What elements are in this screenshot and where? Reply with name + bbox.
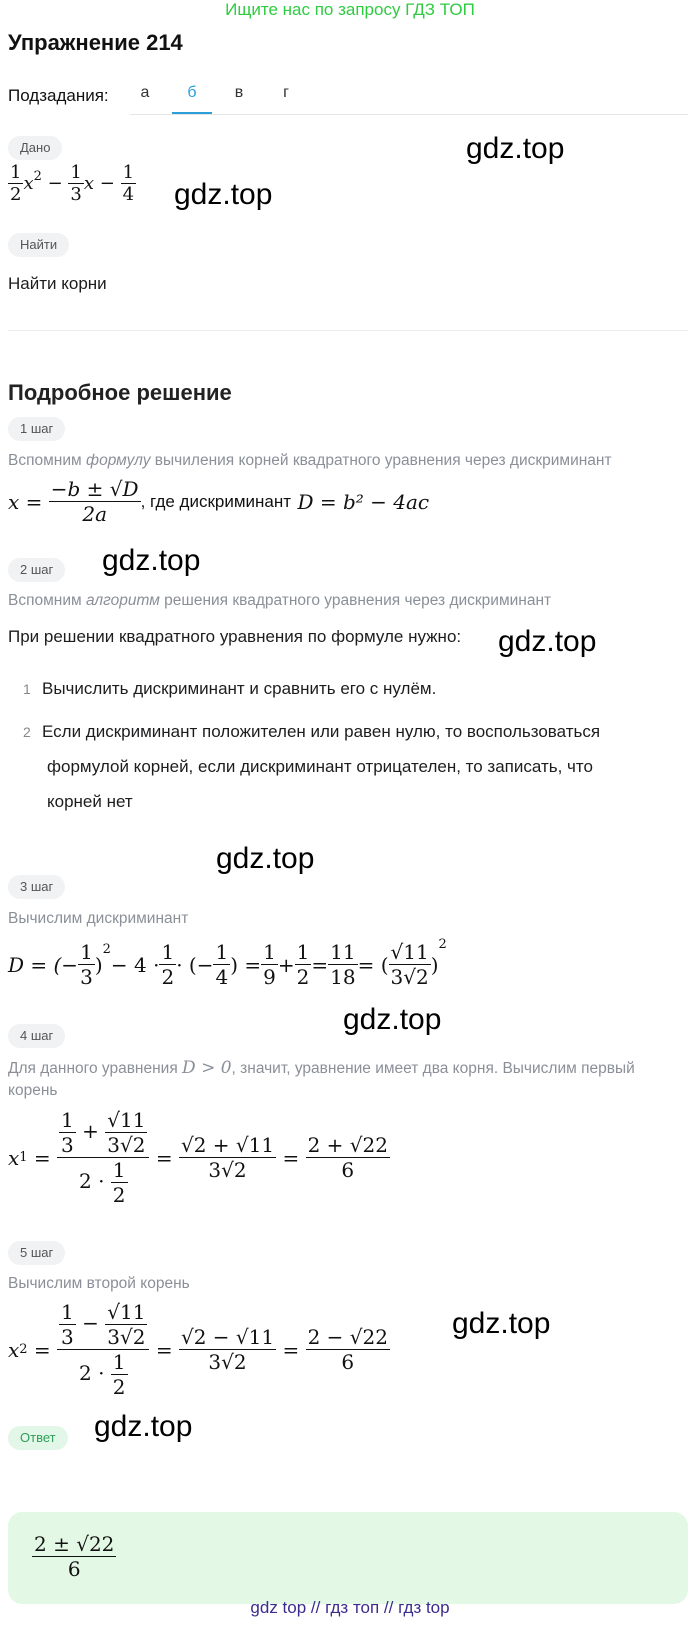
tab-a[interactable]: а (140, 84, 150, 101)
watermark: gdz.top (102, 544, 201, 577)
watermark: gdz.top (466, 132, 565, 165)
step2-intro: При решении квадратного уравнения по формуле нужно: (8, 627, 462, 646)
step2-text: Вспомним алгоритм решения квадратного уравнения через дискриминант (8, 592, 552, 609)
step5-text: Вычислим второй корень (8, 1275, 190, 1292)
given-expression: $\frac{1}{2}$ x $^2$ − $\frac{1}{3}$ x − $\frac{1}{4}$ (10, 162, 135, 205)
list-item: Если дискриминант положителен или равен нулю, то воспользоваться (42, 722, 601, 741)
list-item-cont: корней нет (47, 792, 133, 811)
watermark: gdz.top (216, 842, 315, 875)
footer-links[interactable]: gdz top // гдз топ // гдз top (250, 1598, 450, 1617)
step1-text: Вспомним формулу вычиления корней квадратного уравнения через дискриминант (8, 452, 612, 469)
answer-pill: Ответ (8, 1426, 68, 1450)
tab-g[interactable]: г (283, 84, 289, 101)
step4-formula: x 1 = $\frac{1}{3}$ + $\frac{√11}{3√2}$ 2 · $\frac{1}{2}$ = $\frac{√2 + √11}{3√2}$ = $\frac{2 + √22}{6}$ (8, 1108, 388, 1207)
step3-text: Вычислим дискриминант (8, 910, 189, 927)
solution-title: Подробное решение (8, 380, 232, 405)
given-pill: Дано (8, 136, 62, 160)
list-number: 2 (23, 724, 31, 740)
list-item: Вычислить дискриминант и сравнить его с нулём. (42, 679, 437, 698)
answer-box (8, 1512, 688, 1604)
step3-pill: 3 шаг (8, 875, 65, 899)
step1-formula: x = $\frac{-b \pm √D}{2a}$ , где дискриминант D = b² − 4ac (8, 477, 430, 526)
subtasks-tabs (130, 78, 688, 115)
tab-b[interactable]: б (172, 84, 212, 114)
find-text: Найти корни (8, 274, 107, 293)
step5-pill: 5 шаг (8, 1241, 65, 1265)
subtasks-label: Подзадания: (8, 86, 109, 105)
step3-formula: D = (− $\frac{1}{3}$ ) $^2$ − 4 · $\frac{1}{2}$ · (− $\frac{1}{4}$ ) = $\frac{1}{9}$ + $\frac{1}{2}$ = $\frac{11}{18}$ = ( $\frac{√11}{3√2}$ ) 2 (8, 937, 447, 989)
watermark: gdz.top (94, 1410, 193, 1443)
step4-pill: 4 шаг (8, 1024, 65, 1048)
answer-formula: $\frac{2 \pm √22}{6}$ (34, 1532, 115, 1581)
divider (8, 330, 688, 331)
watermark: gdz.top (452, 1307, 551, 1340)
watermark: gdz.top (343, 1003, 442, 1036)
step5-formula: x 2 = $\frac{1}{3}$ − $\frac{√11}{3√2}$ 2 · $\frac{1}{2}$ = $\frac{√2 - √11}{3√2}$ = $\frac{2 - √22}{6}$ (8, 1300, 388, 1399)
list-number: 1 (23, 681, 31, 697)
promo-banner[interactable]: Ищите нас по запросу ГДЗ ТОП (225, 0, 475, 19)
watermark: gdz.top (174, 178, 273, 211)
find-pill: Найти (8, 233, 69, 257)
step2-pill: 2 шаг (8, 558, 65, 582)
step4-text: Для данного уравнения D > 0, значит, уравнение имеет два корня. Вычислим первый корень (8, 1058, 635, 1099)
step1-pill: 1 шаг (8, 417, 65, 441)
watermark: gdz.top (498, 625, 597, 658)
list-item-cont: формулой корней, если дискриминант отрицателен, то записать, что (47, 757, 593, 776)
page-title: Упражнение 214 (8, 30, 183, 55)
tab-v[interactable]: в (234, 84, 244, 101)
